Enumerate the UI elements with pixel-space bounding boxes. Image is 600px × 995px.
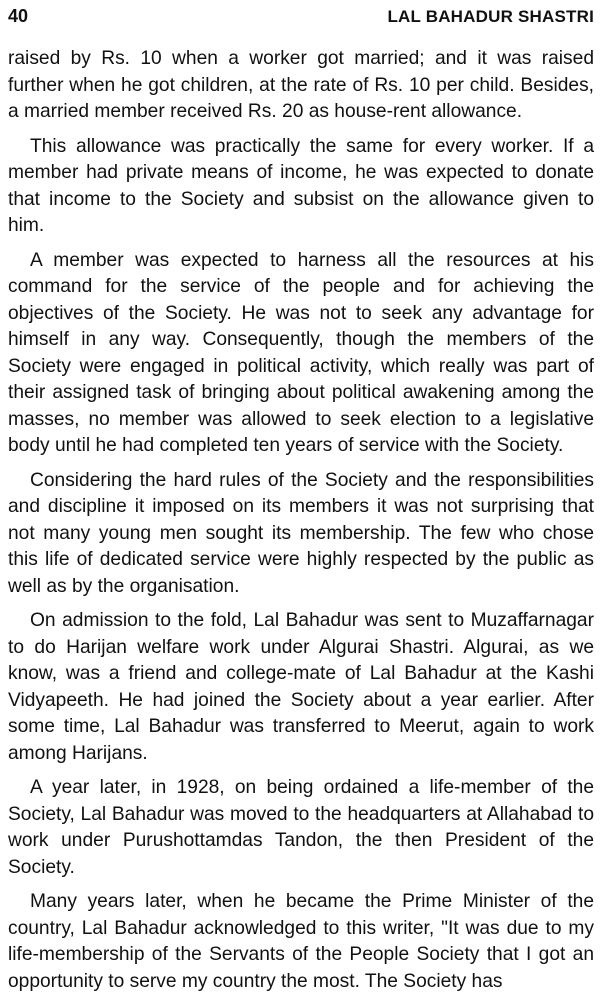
page-number: 40 (8, 6, 29, 26)
body-text (8, 46, 594, 995)
paragraph-1: raised by Rs. 10 when a worker got married; and it was raised further when he got children, at the rate of Rs. 10 per child. Besides, a married member received Rs. 20 as house-rent allowance. (8, 48, 594, 122)
paragraph-4: Considering the hard rules of the Society and the responsibilities and discipline it imposed on its members it was not surprising that not many young men sought its membership. The few who chose this life of dedicated service were highly respected by the public as well as by the organisation. (8, 469, 594, 597)
paragraph-3: A member was expected to harness all the resources at his command for the service of the people and for achieving the objectives of the Society. He was not to seek any advantage for himself in any way. Consequently, though the members of the Society were engaged in political activity, which really was part of their assigned task of bringing about political awakening among the masses, no member was allowed to seek election to a legislative body until he had completed ten years of service with the Society. (8, 249, 594, 456)
page-header (8, 0, 594, 40)
paragraph-5: On admission to the fold, Lal Bahadur was sent to Muzaffarnagar to do Harijan welfare work under Algurai Shastri. Algurai, as we know, was a friend and college-mate of Lal Bahadur at the Kashi Vidyapeeth. He had joined the Society about a year earlier. After some time, Lal Bahadur was transferred to Meerut, again to work among Harijans. (8, 610, 594, 764)
paragraph-7: Many years later, when he became the Prime Minister of the country, Lal Bahadur acknowledged to this writer, "It was due to my life-membership of the Servants of the People Society that I got an opportunity to serve my country the most. The Society has (8, 891, 594, 992)
running-head: LAL BAHADUR SHASTRI (387, 7, 594, 26)
paragraph-6: A year later, in 1928, on being ordained a life-member of the Society, Lal Bahadur was moved to the headquarters at Allahabad to work under Purushottamdas Tandon, the then President of the Society. (8, 777, 594, 878)
paragraph-2: This allowance was practically the same for every worker. If a member had private means of income, he was expected to donate that income to the Society and subsist on the allowance given to him. (8, 135, 594, 236)
